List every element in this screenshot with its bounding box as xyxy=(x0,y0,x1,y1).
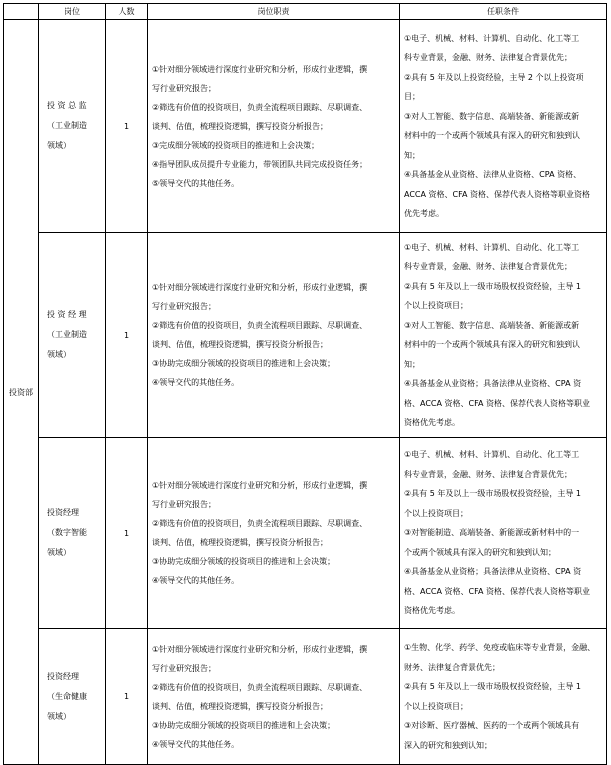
count-cell: 1 xyxy=(106,20,148,233)
duty-line: ④指导团队成员提升专业能力，带领团队共同完成投资任务； xyxy=(152,159,368,169)
position-line: （工业制造 xyxy=(47,121,87,130)
requirement-line: ③对人工智能、数字信息、高端装备、新能源或新 xyxy=(404,320,580,330)
position-line: 投资经理 xyxy=(47,508,79,517)
duty-line: ①针对细分领域进行深度行业研究和分析，形成行业逻辑，撰 xyxy=(152,644,368,654)
requirement-line: ④具备基金从业资格、法律从业资格、CPA 资格、 xyxy=(404,170,582,179)
duty-line: ①针对细分领域进行深度行业研究和分析，形成行业逻辑，撰 xyxy=(152,283,368,292)
requirement-line: ①生物、化学、药学、免疫或临床等专业背景，金融、 xyxy=(404,643,596,652)
requirements-cell xyxy=(400,20,607,233)
duty-line: ②筛选有价值的投资项目，负责全流程项目跟踪、尽职调查、 xyxy=(152,519,368,528)
requirement-line: ③对人工智能、数字信息、高端装备、新能源或新 xyxy=(404,111,580,121)
requirements-cell xyxy=(400,629,607,765)
duty-line: ②筛选有价值的投资项目，负责全流程项目跟踪、尽职调查、 xyxy=(152,321,368,330)
duty-line: 谈判、估值，梳理投资逻辑，撰写投资分析报告； xyxy=(152,701,328,711)
requirement-line: 知； xyxy=(404,150,420,160)
duties-cell xyxy=(148,629,400,765)
table-row xyxy=(4,233,607,438)
duty-line: 写行业研究报告； xyxy=(152,500,216,509)
requirement-line: 个以上投资项目； xyxy=(404,301,468,310)
department-cell: 投资部 xyxy=(4,20,39,765)
requirement-line: ②具有 5 年及以上投资经验，主导 2 个以上投资项 xyxy=(404,72,584,82)
position-line: 领域） xyxy=(47,711,71,721)
requirement-line: 科专业背景，金融、财务、法律复合背景优先； xyxy=(404,469,572,479)
requirement-line: ③对智能制造、高端装备、新能源或新材料中的一 xyxy=(404,528,580,538)
requirement-line: 资格优先考虑。 xyxy=(404,418,460,427)
header-duties: 岗位职责 xyxy=(148,4,400,20)
duty-line: 谈判、估值，梳理投资逻辑，撰写投资分析报告； xyxy=(152,121,328,131)
duty-line: ①针对细分领域进行深度行业研究和分析，形成行业逻辑，撰 xyxy=(152,64,368,74)
duty-line: 写行业研究报告； xyxy=(152,83,216,93)
header-dept xyxy=(4,4,39,20)
requirement-line: 个以上投资项目； xyxy=(404,701,468,711)
duty-line: ③协助完成细分领域的投资项目的推进和上会决策； xyxy=(152,359,336,368)
duty-line: 谈判、估值，梳理投资逻辑，撰写投资分析报告； xyxy=(152,340,328,349)
position-line: 投资经理 xyxy=(47,671,79,681)
duty-line: ③完成细分领域的投资项目的推进和上会决策； xyxy=(152,140,320,150)
duty-line: ①针对细分领域进行深度行业研究和分析，形成行业逻辑，撰 xyxy=(152,481,368,490)
position-line: 领域） xyxy=(47,548,71,557)
duty-line: ④领导交代的其他任务。 xyxy=(152,576,240,585)
count-cell: 1 xyxy=(106,233,148,438)
requirement-line: ①电子、机械、材料、计算机、自动化、化工等工 xyxy=(404,450,580,460)
requirements-cell xyxy=(400,438,607,629)
requirement-line: ①电子、机械、材料、计算机、自动化、化工等工 xyxy=(404,33,580,43)
header-position: 岗位 xyxy=(39,4,106,20)
duty-line: ③协助完成细分领域的投资项目的推进和上会决策； xyxy=(152,557,336,566)
position-cell xyxy=(39,629,106,765)
duties-cell xyxy=(148,438,400,629)
position-cell xyxy=(39,438,106,629)
requirement-line: 格、ACCA 资格、CFA 资格、保荐代表人资格等职业 xyxy=(404,398,590,408)
duty-line: ②筛选有价值的投资项目，负责全流程项目跟踪、尽职调查、 xyxy=(152,102,368,112)
requirement-line: 科专业背景，金融、财务、法律复合背景优先； xyxy=(404,53,572,62)
duty-line: ③协助完成细分领域的投资项目的推进和上会决策； xyxy=(152,720,336,730)
position-line: 投 资 总 监 xyxy=(47,101,87,110)
requirement-line: ②具有 5 年及以上一级市场股权投资经验，主导 1 xyxy=(404,682,581,691)
requirement-line: 资格优先考虑。 xyxy=(404,606,460,616)
requirement-line: ④具备基金从业资格；具备法律从业资格、CPA 资 xyxy=(404,567,582,577)
table-row xyxy=(4,20,607,233)
requirement-line: ②具有 5 年及以上一级市场股权投资经验，主导 1 xyxy=(404,489,581,499)
position-line: （工业制造 xyxy=(47,330,87,339)
position-line: 领域） xyxy=(47,141,71,150)
position-line: 投 资 经 理 xyxy=(47,310,87,319)
recruitment-table xyxy=(3,3,607,765)
requirement-line: 材料中的一个或两个领域具有深入的研究和独到认 xyxy=(404,340,580,349)
position-line: （数字智能 xyxy=(47,528,87,537)
requirement-line: ①电子、机械、材料、计算机、自动化、化工等工 xyxy=(404,242,580,252)
table-row xyxy=(4,629,607,765)
position-cell xyxy=(39,20,106,233)
requirement-line: 个或两个领域具有深入的研究和独到认知； xyxy=(404,547,556,557)
position-cell xyxy=(39,233,106,438)
requirement-line: 个以上投资项目； xyxy=(404,508,468,518)
requirements-cell xyxy=(400,233,607,438)
count-cell: 1 xyxy=(106,629,148,765)
header-count: 人数 xyxy=(106,4,148,20)
requirement-line: 目； xyxy=(404,92,420,101)
count-cell: 1 xyxy=(106,438,148,629)
requirement-line: ④具备基金从业资格；具备法律从业资格、CPA 资 xyxy=(404,379,582,388)
requirement-line: 知； xyxy=(404,359,420,369)
duties-cell xyxy=(148,20,400,233)
requirement-line: ②具有 5 年及以上一级市场股权投资经验，主导 1 xyxy=(404,281,581,291)
requirement-line: 材料中的一个或两个领域具有深入的研究和独到认 xyxy=(404,131,580,140)
requirement-line: 财务、法律复合背景优先； xyxy=(404,662,500,672)
duty-line: ④领导交代的其他任务。 xyxy=(152,378,240,387)
requirement-line: 深入的研究和独到认知； xyxy=(404,740,492,750)
header-row xyxy=(4,4,607,20)
requirement-line: 科专业背景，金融、财务、法律复合背景优先； xyxy=(404,262,572,271)
requirement-line: ACCA 资格、CFA 资格、保荐代表人资格等职业资格 xyxy=(404,189,590,199)
requirement-line: ③对诊断、医疗器械、医药的一个或两个领域具有 xyxy=(404,721,580,730)
duties-cell xyxy=(148,233,400,438)
duty-line: 写行业研究报告； xyxy=(152,663,216,673)
duty-line: 谈判、估值，梳理投资逻辑，撰写投资分析报告； xyxy=(152,538,328,547)
position-line: 领域） xyxy=(47,350,71,359)
duty-line: ④领导交代的其他任务。 xyxy=(152,739,240,749)
header-requirements: 任职条件 xyxy=(400,4,607,20)
position-line: （生命健康 xyxy=(47,691,87,701)
requirement-line: 优先考虑。 xyxy=(404,209,444,218)
table-row xyxy=(4,438,607,629)
duty-line: 写行业研究报告； xyxy=(152,302,216,311)
requirement-line: 格、ACCA 资格、CFA 资格、保荐代表人资格等职业 xyxy=(404,586,590,596)
duty-line: ⑤领导交代的其他任务。 xyxy=(152,178,240,188)
duty-line: ②筛选有价值的投资项目，负责全流程项目跟踪、尽职调查、 xyxy=(152,682,368,692)
